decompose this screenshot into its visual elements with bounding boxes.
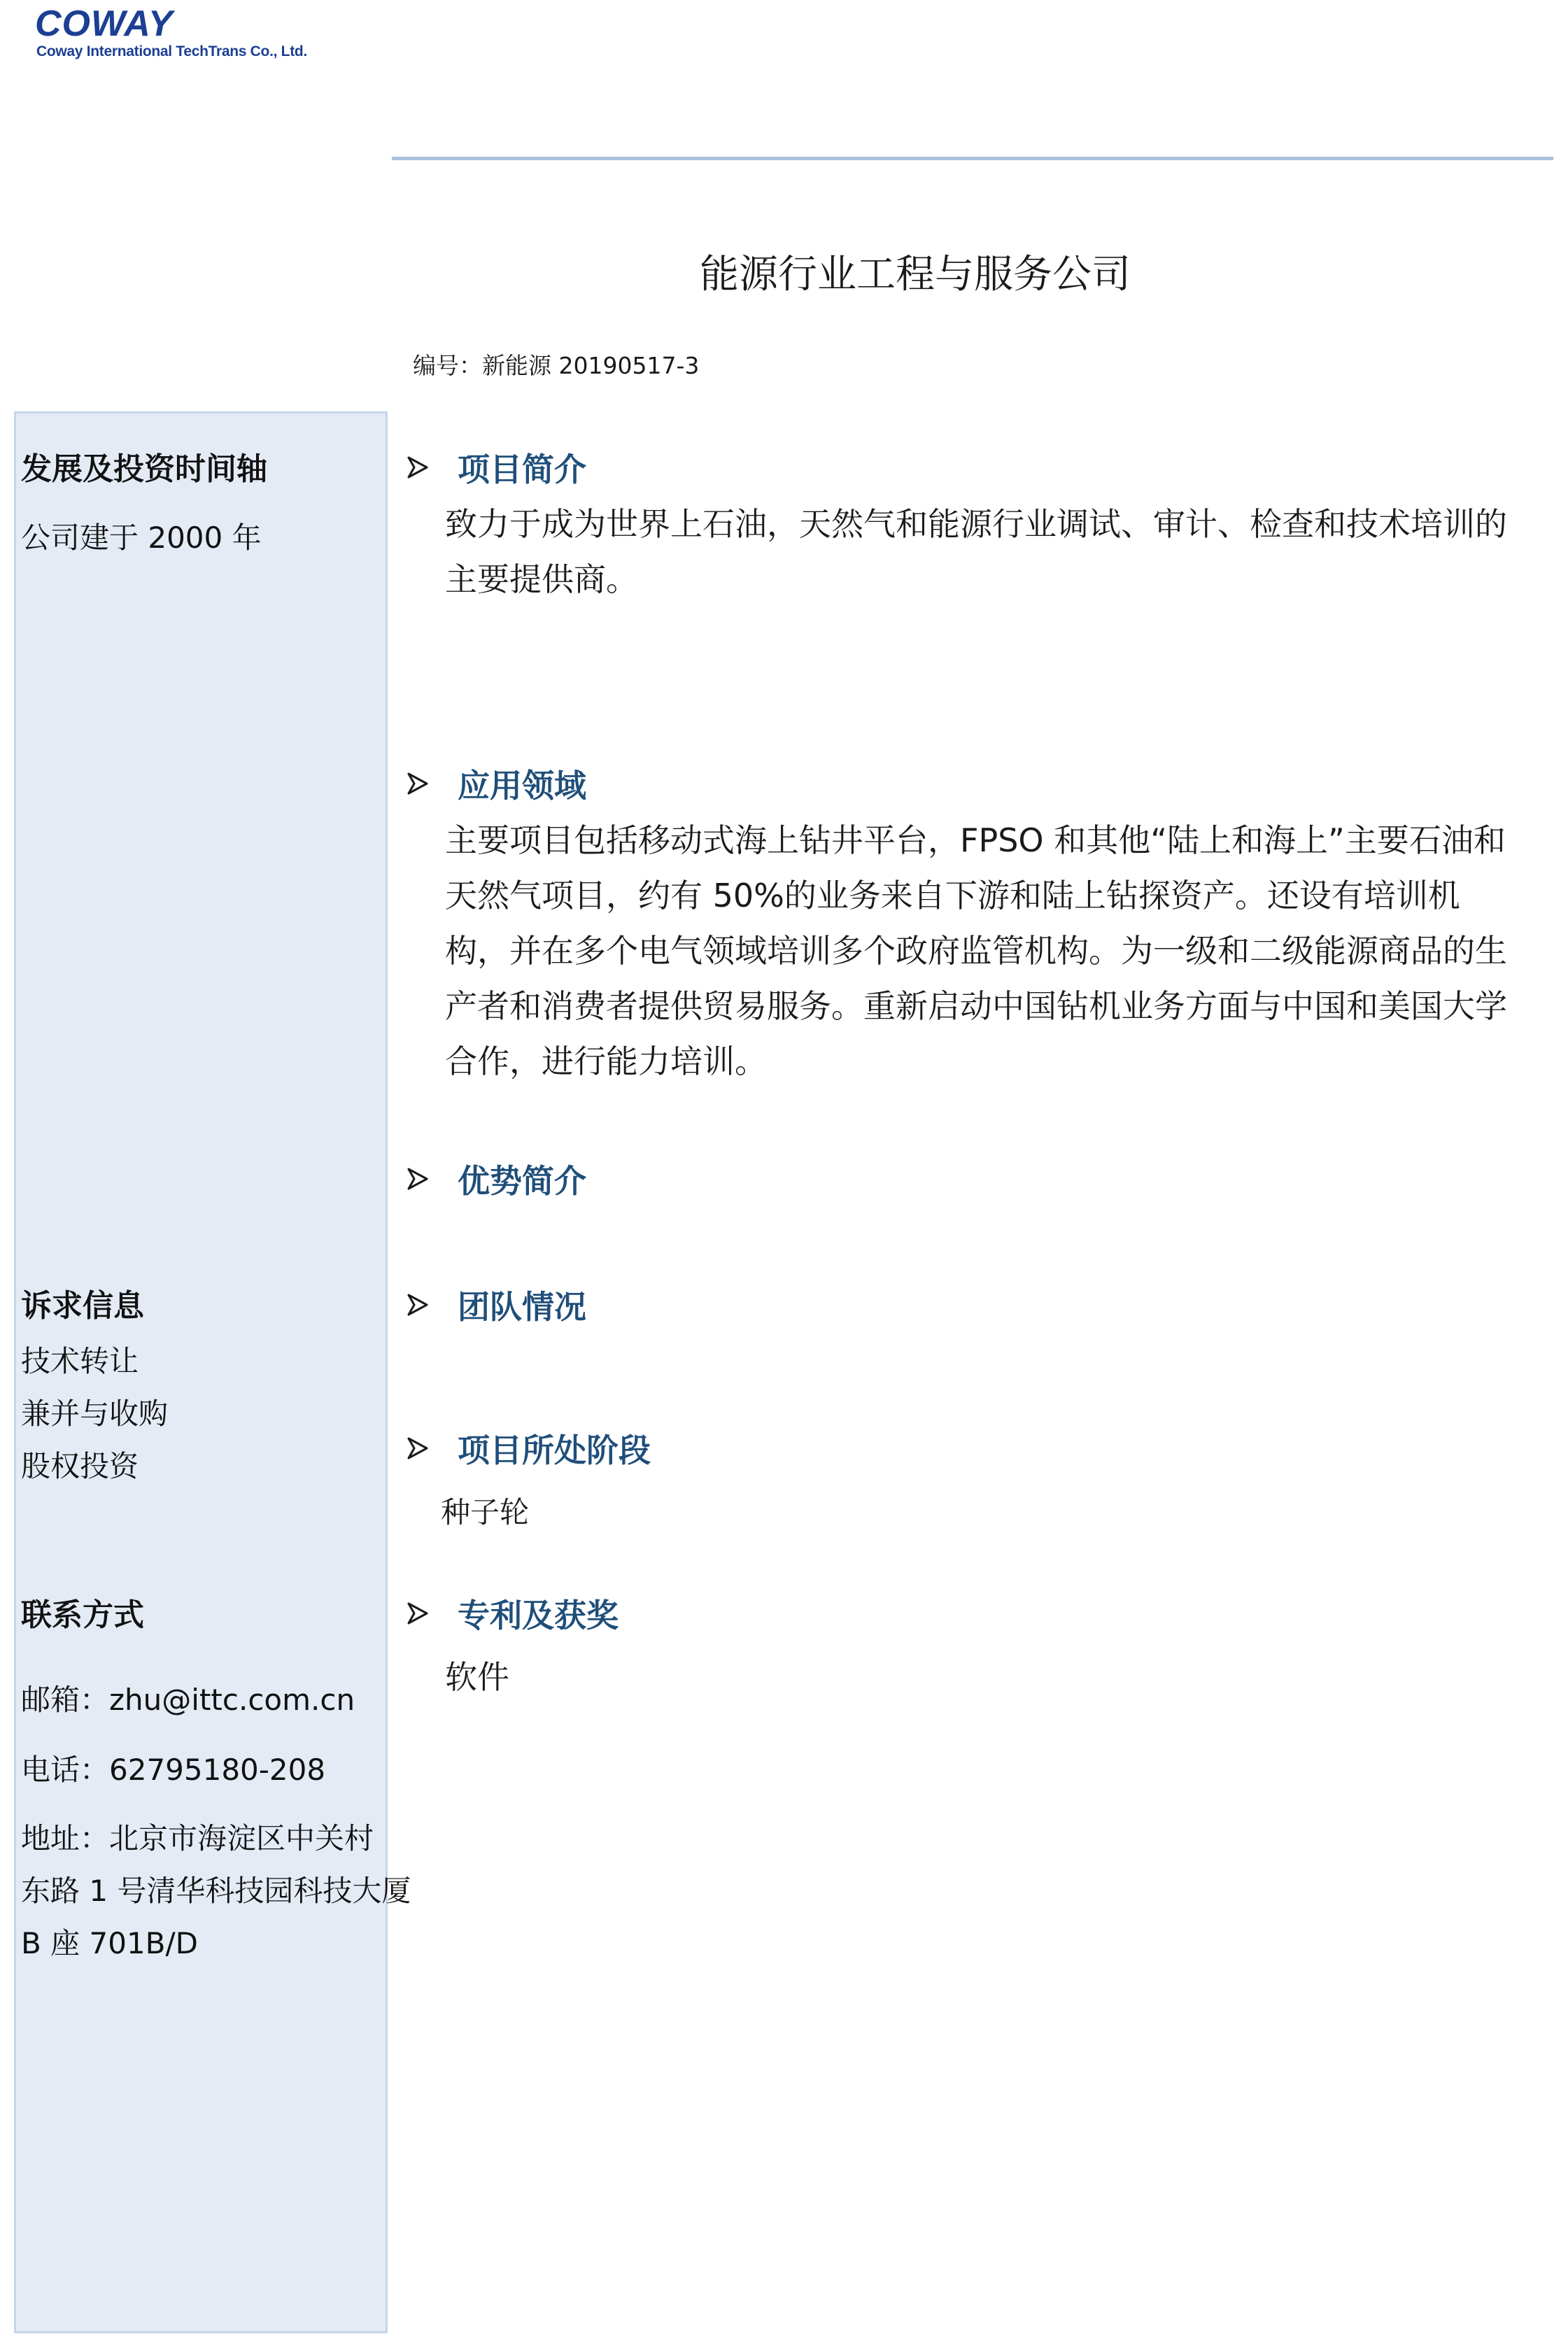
demand-item: 技术转让 [21, 1344, 139, 1378]
demand-heading: 诉求信息 [21, 1288, 144, 1324]
sidebar-demand [21, 1280, 385, 1492]
company-logo [35, 4, 364, 60]
timeline-text: 公司建于 2000 年 [21, 521, 262, 555]
arrow-bullet-icon [406, 1167, 430, 1191]
section-title: 优势简介 [458, 1162, 586, 1200]
document-title: 能源行业工程与服务公司 [700, 252, 1131, 297]
section-title: 应用领域 [458, 767, 586, 805]
section-patent [406, 1592, 1525, 1705]
demand-item: 兼并与收购 [21, 1396, 169, 1431]
document-number: 编号：新能源 20190517-3 [413, 352, 700, 379]
section-team [406, 1284, 1525, 1326]
section-body: 种子轮 [441, 1495, 530, 1529]
section-title: 专利及获奖 [458, 1597, 619, 1634]
logo-company-name: Coway International TechTrans Co., Ltd. [36, 43, 307, 59]
demand-item: 股权投资 [21, 1449, 139, 1483]
header-divider [392, 157, 1553, 160]
contact-heading: 联系方式 [21, 1597, 144, 1633]
timeline-heading: 发展及投资时间轴 [21, 451, 267, 487]
section-body: 软件 [445, 1658, 509, 1696]
contact-phone: 电话：62795180-208 [21, 1753, 326, 1787]
section-title: 团队情况 [458, 1288, 586, 1326]
sidebar-timeline [21, 444, 385, 557]
arrow-bullet-icon [406, 1293, 430, 1317]
arrow-bullet-icon [406, 1436, 430, 1460]
arrow-bullet-icon [406, 1601, 430, 1625]
contact-email: 邮箱：zhu@ittc.com.cn [21, 1683, 355, 1717]
contact-address: B 座 701B/D [21, 1926, 198, 1960]
section-title: 项目所处阶段 [458, 1431, 651, 1469]
sidebar-contact [21, 1590, 411, 1969]
section-stage [406, 1427, 1525, 1540]
section-advantage [406, 1158, 1525, 1200]
arrow-bullet-icon [406, 772, 430, 795]
section-intro [406, 446, 1525, 607]
section-body: 致力于成为世界上石油，天然气和能源行业调试、审计、检查和技术培训的主要提供商。 [445, 505, 1507, 598]
contact-address: 地址：北京市海淀区中关村 [21, 1821, 374, 1855]
logo-brand: COWAY [35, 3, 174, 44]
contact-address: 东路 1 号清华科技园科技大厦 [21, 1874, 411, 1908]
section-title: 项目简介 [458, 451, 586, 488]
section-body: 主要项目包括移动式海上钻井平台，FPSO 和其他“陆上和海上”主要石油和天然气项目，约有 50%的业务来自下游和陆上钻探资产。还设有培训机构，并在多个电气领域培训多个政府监管机构。为一级和二级能源商品的生产者和消费者提供贸易服务。重新启动中国钻机业务方面与中国和美国大学合作，进行能力培训。 [445, 821, 1507, 1080]
arrow-bullet-icon [406, 455, 430, 479]
section-application [406, 763, 1525, 1089]
